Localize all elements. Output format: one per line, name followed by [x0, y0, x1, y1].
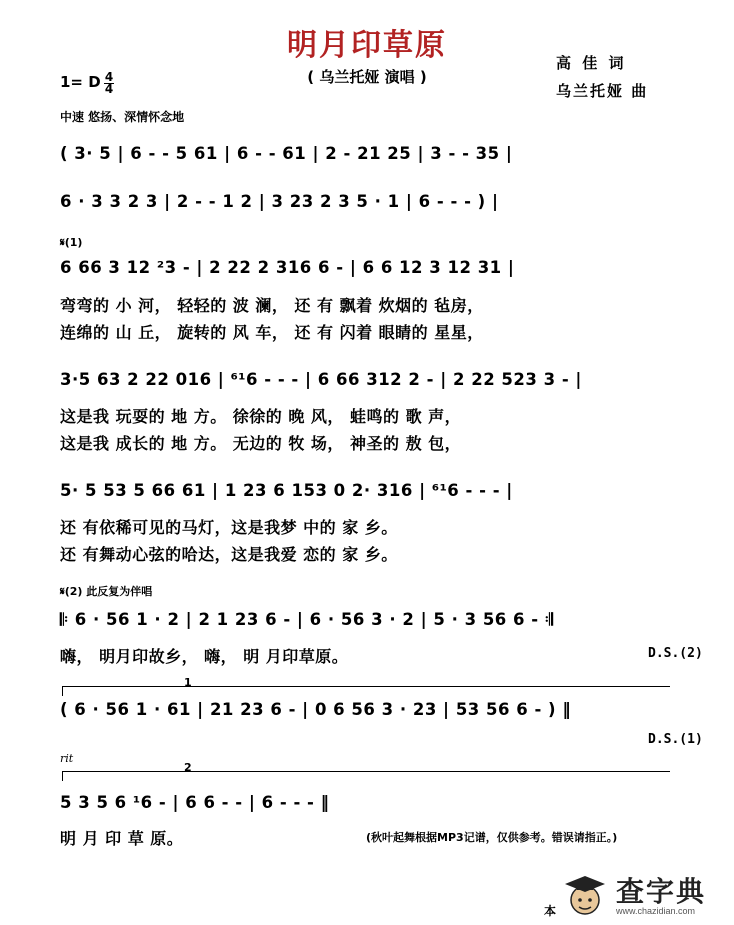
ending-1-label: 1: [184, 676, 192, 689]
refrain-lyric-3: 明 月 印 草 原。: [60, 829, 184, 848]
brand-name: 查字典: [616, 875, 707, 908]
transcription-note: (秋叶起舞根据MP3记谱，仅供参考。错误请指正。): [366, 831, 618, 844]
refrain-notes-1: 𝄆 6 · 56 1 · 2 | 2 1 23 6 - | 6 · 56 3 · 2 | 5 · 3 56 6 - 𝄇: [60, 610, 554, 629]
composer-credit: 乌兰托娅 曲: [556, 82, 649, 100]
refrain-notes-2: ( 6 · 56 1 · 61 | 21 23 6 - | 0 6 56 3 · 23 | 53 56 6 - ) ‖: [60, 700, 572, 719]
ritardando-mark: rit: [60, 752, 74, 765]
intro-line-2: 6 · 3 3 2 3 | 2 - - 1 2 | 3 23 2 3 5 · 1 | 6 - - - ) |: [60, 192, 499, 211]
verse-lyric-1a: 弯弯的 小 河， 轻轻的 波 澜， 还 有 飘着 炊烟的 毡房，: [60, 296, 484, 315]
time-denominator: 4: [104, 82, 114, 96]
verse-lyric-3b: 还 有舞动心弦的哈达，这是我爱 恋的 家 乡。: [60, 545, 398, 564]
chazidian-logo[interactable]: [560, 870, 728, 920]
time-numerator: 4: [104, 70, 114, 84]
segno-mark-1: 𝄋(1): [60, 236, 83, 249]
verse-lyric-2a: 这是我 玩耍的 地 方。 徐徐的 晚 风， 蛙鸣的 歌 声，: [60, 407, 462, 426]
verse-notes-2: 3·5 63 2 22 016 | ⁶¹6 - - - | 6 66 312 2 - | 2 22 523 3 - |: [60, 370, 582, 389]
ds-1-marking: D.S.(1): [648, 732, 703, 747]
ending-1-bracket: [62, 686, 670, 687]
time-signature: [104, 72, 114, 95]
verse-notes-1: 6 66 3 12 ²3 - | 2 22 2 316 6 - | 6 6 12 3 12 31 |: [60, 258, 515, 277]
ending-2-bracket: [62, 771, 670, 772]
segno-mark-2: 𝄋(2) 此反复为伴唱: [60, 585, 153, 598]
verse-lyric-2b: 这是我 成长的 地 方。 无边的 牧 场， 神圣的 敖 包，: [60, 434, 462, 453]
refrain-lyric-1: 嗨， 明月印故乡， 嗨， 明 月印草原。: [60, 647, 349, 666]
footer-ben-char: 本: [544, 904, 557, 918]
verse-lyric-1b: 连绵的 山 丘， 旋转的 风 车， 还 有 闪着 眼睛的 星星，: [60, 323, 484, 342]
ending-2-bracket-left: [62, 771, 63, 781]
ending-1-bracket-left: [62, 686, 63, 696]
song-title: 明月印草原: [287, 28, 447, 63]
ending-2-label: 2: [184, 761, 192, 774]
lyricist-credit: 高 佳 词: [556, 54, 627, 72]
singer-credit: ( 乌兰托娅 演唱 ): [307, 68, 427, 86]
intro-line-1: ( 3· 5 | 6 - - 5 61 | 6 - - 61 | 2 - 21 25 | 3 - - 35 |: [60, 144, 513, 163]
key-signature: 1= D: [60, 73, 101, 91]
tempo-marking: 中速 悠扬、深情怀念地: [60, 110, 185, 124]
verse-notes-3: 5· 5 53 5 66 61 | 1 23 6 153 0 2· 316 | ⁶¹6 - - - |: [60, 481, 513, 500]
brand-url[interactable]: www.chazidian.com: [616, 906, 696, 916]
verse-lyric-3a: 还 有依稀可见的马灯，这是我梦 中的 家 乡。: [60, 518, 398, 537]
ds-2-marking: D.S.(2): [648, 646, 703, 661]
refrain-notes-3: 5 3 5 6 ¹6 - | 6 6 - - | 6 - - - ‖: [60, 793, 330, 812]
scholar-hat-icon: [560, 870, 610, 920]
